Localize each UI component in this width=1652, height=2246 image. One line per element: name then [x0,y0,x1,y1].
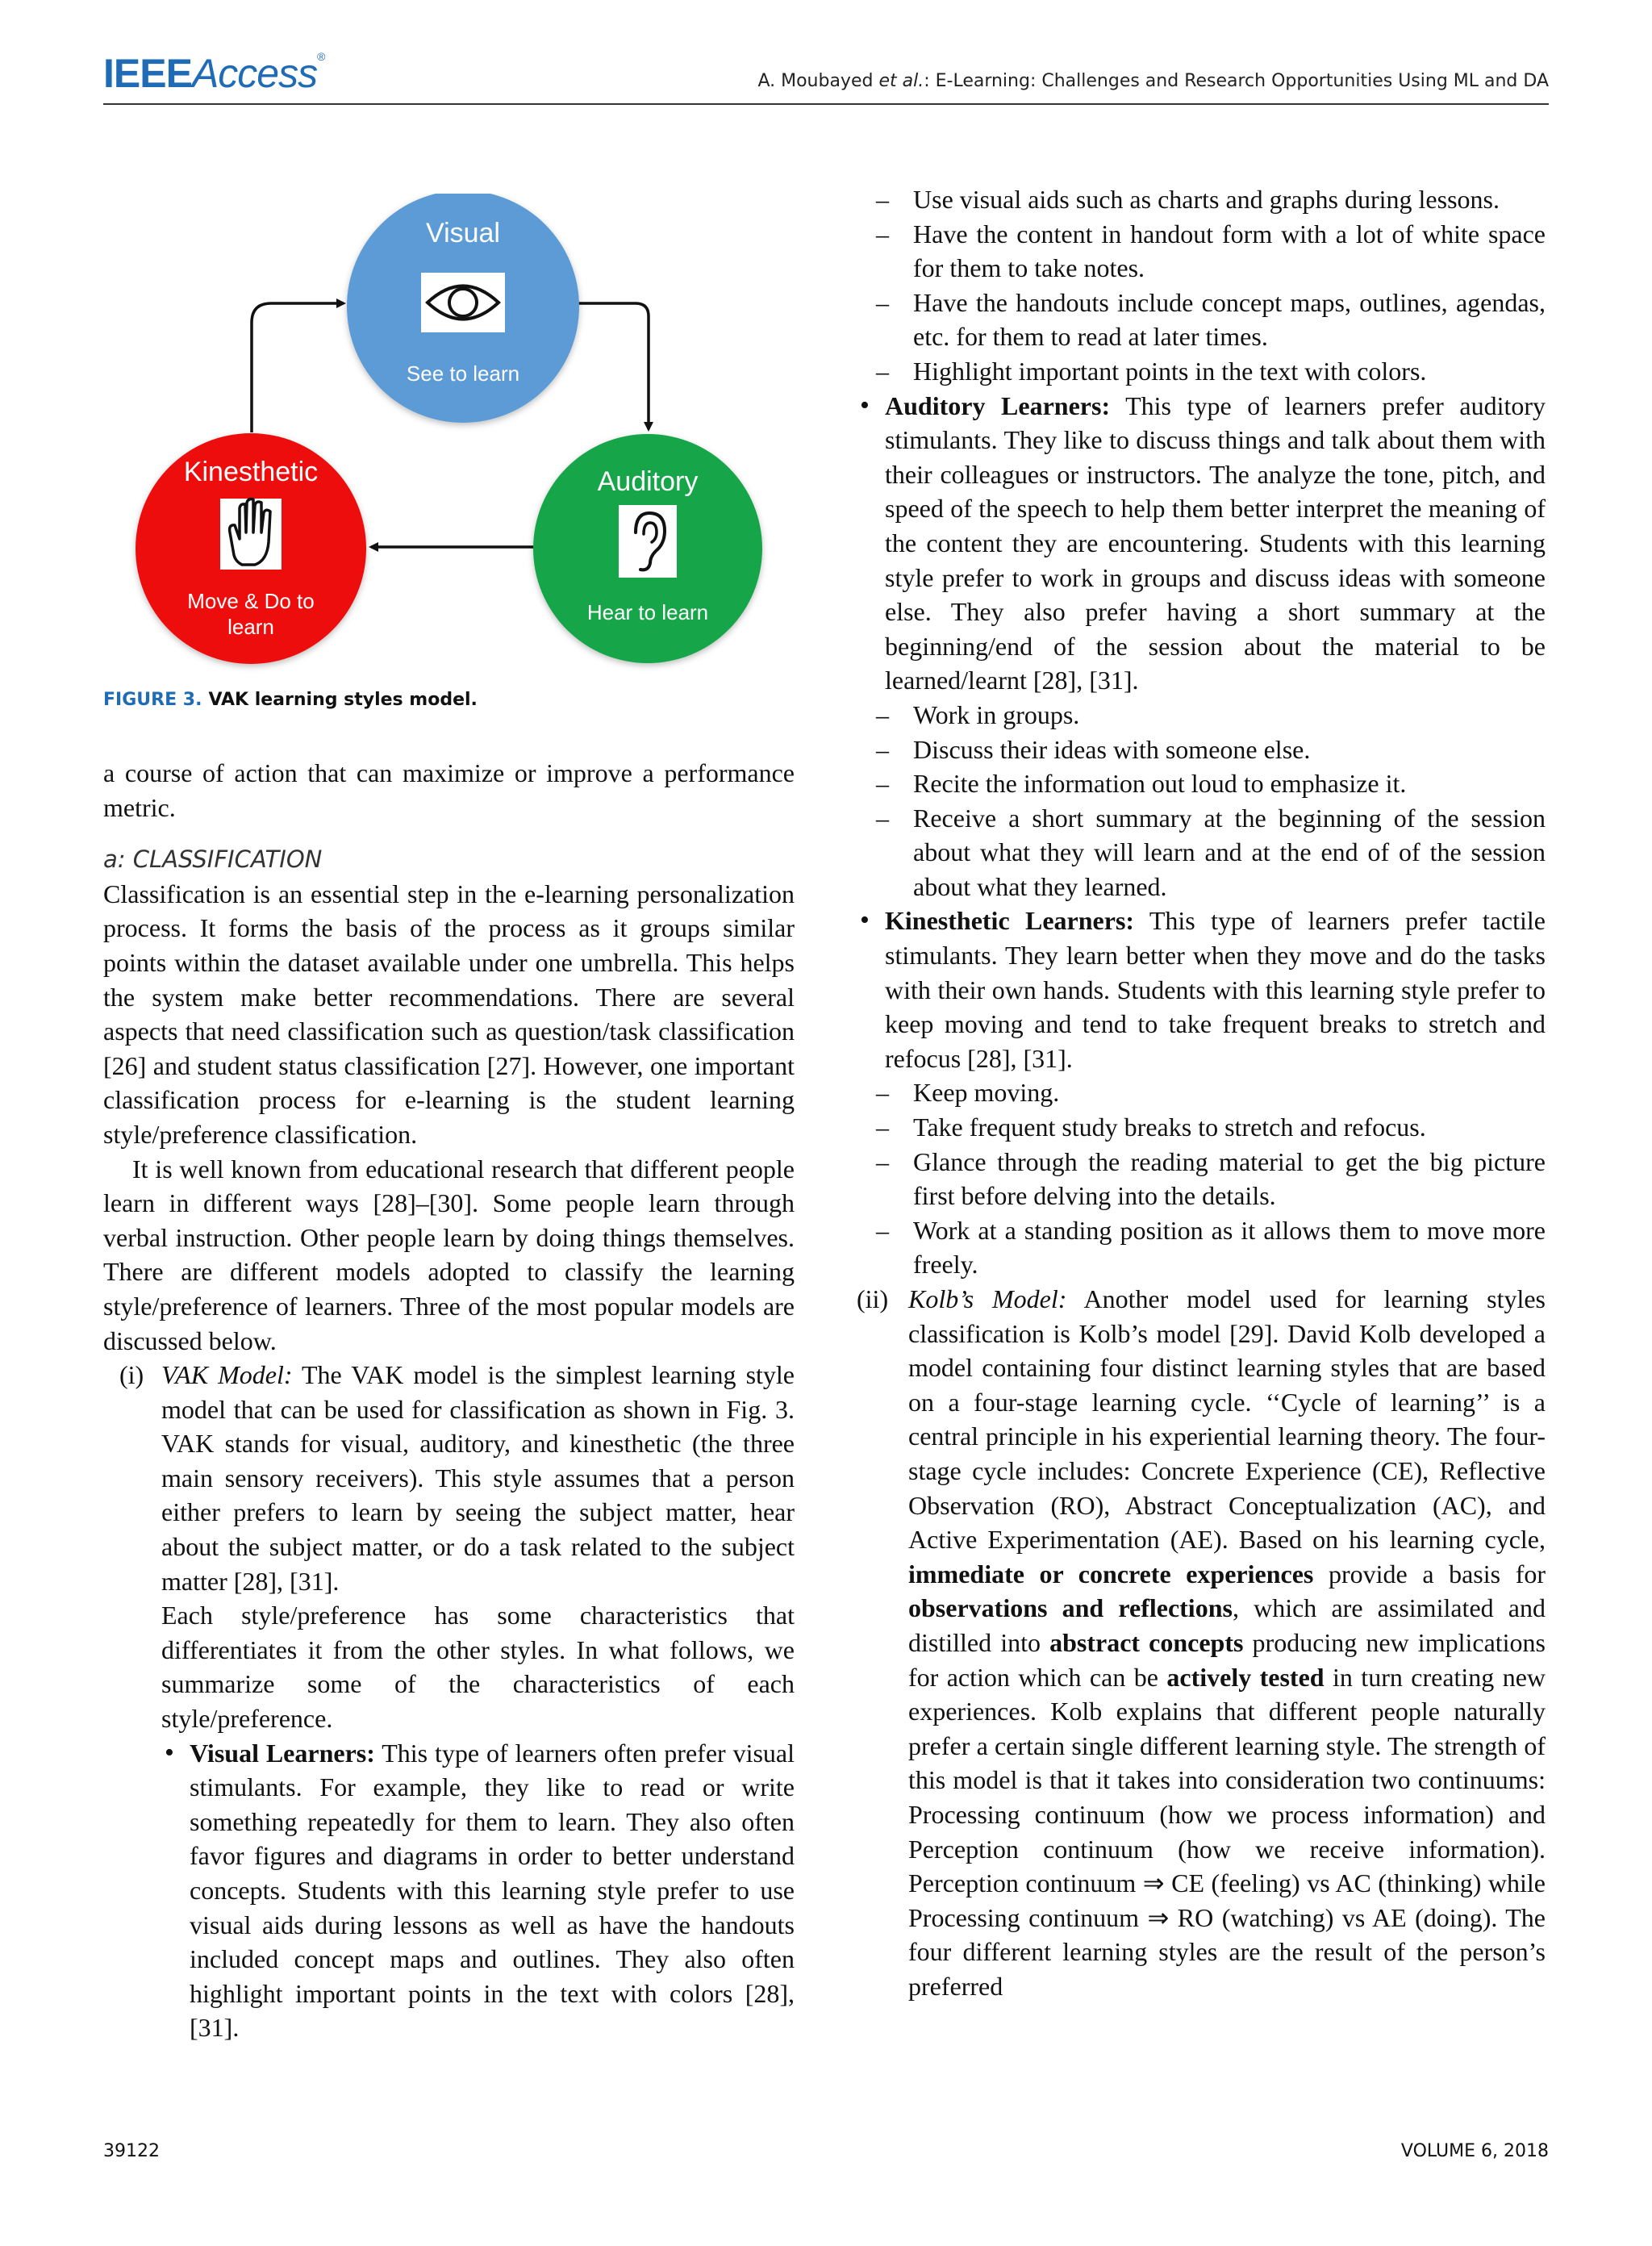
dash-item: – Have the content in handout form with a lot of white space for them to take notes. [857,217,1546,286]
dash-item: – Discuss their ideas with someone else. [857,733,1546,767]
auditory-title: Auditory [597,466,699,497]
dash-item: – Take frequent study breaks to stretch and refocus. [857,1110,1546,1145]
dash-item: – Recite the information out loud to emphasize it. [857,766,1546,801]
right-column [857,182,1546,2003]
paragraph-continued: a course of action that can maximize or improve a performance metric. [103,758,795,822]
bullet-kinesthetic-learners: • Kinesthetic Learners: This type of learners prefer tactile stimulants. They learn better when they move and do the tasks with their own hands. Students with this learning style prefer to keep moving and tend to take frequent breaks to stretch and refocus [28], [31]. [857,904,1546,1075]
bullet-auditory-learners: • Auditory Learners: This type of learners prefer auditory stimulants. They like to discuss things and talk about them with their colleagues or instructors. The analyze the tone, pitch, and speed of the speech to help them better interpret the meaning of the content they are encountering. Students with this learning style prefer to work in groups and discuss ideas with someone else. They also prefer having a short summary at the beginning/end of the session about the material to be learned/learnt [28], [31]. [857,389,1546,698]
subsection-heading: a: CLASSIFICATION [103,845,323,874]
header-rule [103,103,1549,105]
left-column [103,756,795,2045]
visual-title: Visual [426,218,500,248]
auditory-subtitle: Hear to learn [586,600,709,624]
arrow-kinesthetic-to-visual [252,303,344,432]
dash-item: – Use visual aids such as charts and graphs during lessons. [857,182,1546,217]
page-number: 39122 [103,2141,160,2161]
eye-icon [421,273,505,332]
kinesthetic-subtitle-1: Move & Do to [187,589,315,613]
bullet-visual-learners: • Visual Learners: This type of learners often prefer visual stimulants. For example, they like to read or write something repeatedly for them to learn. They also often favor figures and diagrams in order to better understand concepts. Students with this learning style prefer to use visual aids during lessons as well as have the handouts included concept maps and outlines. They also often highlight important points in the text with colors [28], [31]. [161,1736,795,2045]
dash-item: – Glance through the reading material to get the big picture first before delving into the details. [857,1145,1546,1213]
dash-item: – Receive a short summary at the beginning of the session about what they will learn and at the end of of the session about what they learned. [857,801,1546,904]
arrow-visual-to-auditory [575,303,649,429]
dash-item: – Highlight important points in the text with colors. [857,354,1546,389]
list-item-vak: (i) VAK Model: The VAK model is the simplest learning style model that can be used for classification as shown in Fig. 3. VAK stands for visual, auditory, and kinesthetic (the three main sensory receivers). This style assumes that a person either prefers to learn by seeing the subject matter, hear about the subject matter, or do a task related to the subject matter [28], [31]. Each style/preference has some characteristics that differentiates it from the other styles. In what follows, we summarize some of the characteristics of each style/preference. • Visual Learners: This type of learners often prefer visual stimulants. For example, they like to read or write something repeatedly for them to learn. They also often favor figures and diagrams in order to better understand concepts. Students with this learning style prefer to use visual aids during lessons as well as have the handouts included concept maps and outlines. They also often highlight important points in the text with colors [28], [31]. [103,1358,795,2045]
running-header: A. Moubayed et al.: E-Learning: Challenges and Research Opportunities Using ML and DA [757,71,1549,91]
hand-icon [220,499,282,570]
kinesthetic-title: Kinesthetic [183,457,319,487]
visual-subtitle: See to learn [406,361,520,386]
figure-caption: FIGURE 3. VAK learning styles model. [103,690,478,710]
paragraph-classification: Classification is an essential step in the e-learning personalization process. It forms the basis of the process as it groups similar points within the dataset available under one umbrella. This helps the system make better recommendations. There are several aspects that need classification such as question/task classification [26] and student status classification [27]. However, one important classification process for e-learning is the student learning style/preference classification. [103,879,795,1149]
ear-icon [619,505,677,578]
list-item-kolb: (ii) Kolb’s Model: Another model used for learning styles classification is Kolb’s model [29]. David Kolb developed a model containing four distinct learning styles that are based on a four-stage learning cycle. ‘‘Cycle of learning’’ is a central principle in his experiential learning theory. The four-stage cycle includes: Concrete Experience (CE), Reflective Observation (RO), Abstract Conceptualization (AC), and Active Experimentation (AE). Based on his learning cycle, immediate or concrete experiences provide a basis for observations and reflections, which are assimilated and distilled into abstract concepts producing new implications for action which can be actively tested in turn creating new experiences. Kolb explains that different people naturally prefer a certain single different learning style. The strength of this model is that it takes into consideration two continuums: Processing continuum (how we process information) and Perception continuum (how we receive information). Perception continuum ⇒ CE (feeling) vs AC (thinking) while Processing continuum ⇒ RO (watching) vs AE (doing). The four different learning styles are the result of the person’s preferred [857,1284,1546,2001]
dash-item: – Have the handouts include concept maps, outlines, agendas, etc. for them to read at later times. [857,286,1546,354]
paragraph-learning-ways: It is well known from educational research that different people learn in different ways [28]–[30]. Some people learn through verbal instruction. Other people learn by doing things themselves. There are different models adopted to classify the learning style/preference of learners. Three of the most popular models are discussed below. [103,1154,795,1355]
dash-item: – Work at a standing position as it allows them to move more freely. [857,1213,1546,1282]
journal-logo: IEEEAccess® [103,50,325,96]
volume-label: VOLUME 6, 2018 [1400,2141,1549,2161]
kinesthetic-subtitle-2: learn [227,615,274,639]
dash-item: – Keep moving. [857,1075,1546,1110]
vak-figure [103,194,795,678]
dash-item: – Work in groups. [857,698,1546,733]
